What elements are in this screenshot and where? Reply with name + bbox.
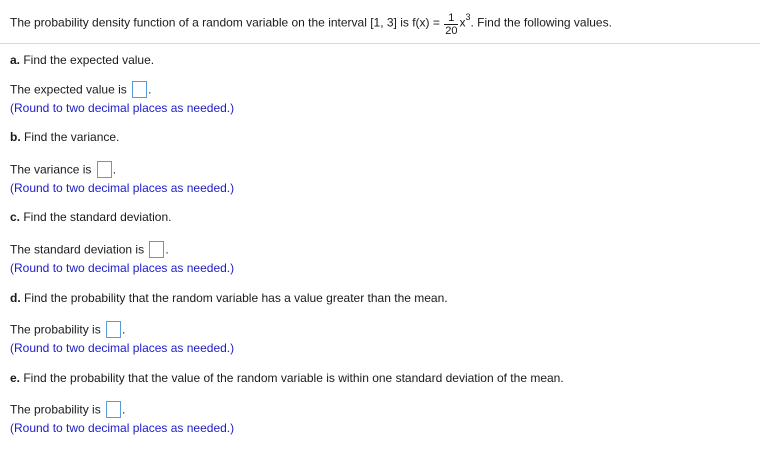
standard-deviation-input[interactable] [149,241,164,258]
part-c-letter: c. [10,210,21,224]
prompt-prefix: The probability density function of a random variable on the interval [1, 3] is f(x) = [10,15,444,30]
part-a-hint: (Round to two decimal places as needed.) [10,101,235,115]
part-d-hint: (Round to two decimal places as needed.) [10,341,235,355]
variance-input[interactable] [97,161,112,178]
part-b-answer-line [10,162,116,179]
part-e-answer-line [10,402,125,419]
part-c-hint: (Round to two decimal places as needed.) [10,261,235,275]
part-d-answer-line [10,322,125,339]
part-c-answer-suffix: . [165,242,169,257]
part-a-answer-line [10,82,151,99]
part-b-answer-suffix: . [112,162,117,177]
part-a-letter: a. [10,53,21,67]
part-c-label [10,210,171,224]
fraction [444,13,458,36]
question-prompt [10,12,612,35]
question-header [0,0,760,44]
part-d-letter: d. [10,291,21,305]
part-b-hint: (Round to two decimal places as needed.) [10,181,235,195]
part-a-label [10,53,154,67]
expected-value-input[interactable] [132,81,147,98]
probability-within-one-sd-input[interactable] [106,401,121,418]
part-d-text: Find the probability that the random variable has a value greater than the mean. [20,291,448,305]
prompt-variable: x [459,15,466,30]
part-e-hint: (Round to two decimal places as needed.) [10,421,235,435]
part-e-text: Find the probability that the value of the random variable is within one standard deviation of the mean. [20,371,564,385]
part-c-text: Find the standard deviation. [20,210,172,224]
part-d-answer-prefix: The probability is [10,322,105,337]
fraction-numerator: 1 [444,13,458,25]
part-a-text: Find the expected value. [20,53,155,67]
part-e-letter: e. [10,371,21,385]
part-a-answer-prefix: The expected value is [10,82,131,97]
part-b-label [10,130,119,144]
prompt-suffix: . Find the following values. [470,15,612,30]
probability-greater-than-mean-input[interactable] [106,321,121,338]
fraction-denominator: 20 [445,25,458,37]
part-b-letter: b. [10,130,21,144]
part-b-text: Find the variance. [20,130,120,144]
part-e-label [10,371,564,385]
part-d-label [10,291,448,305]
part-b-answer-prefix: The variance is [10,162,95,177]
part-c-answer-prefix: The standard deviation is [10,242,148,257]
part-e-answer-suffix: . [122,402,126,417]
part-e-answer-prefix: The probability is [10,402,105,417]
part-c-answer-line [10,242,169,259]
part-d-answer-suffix: . [122,322,126,337]
part-a-answer-suffix: . [148,82,152,97]
prompt-exponent: 3 [465,11,471,22]
